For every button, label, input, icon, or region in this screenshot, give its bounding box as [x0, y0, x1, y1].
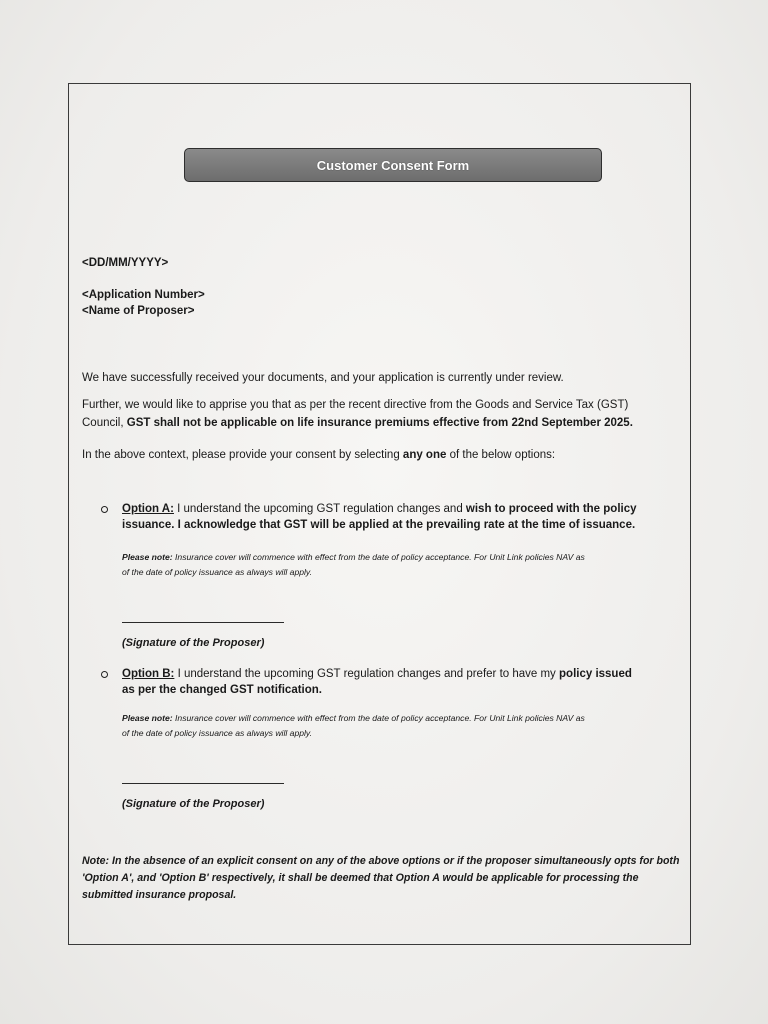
option-a-line2: issuance. I acknowledge that GST will be applied at the prevailing rate at the time of issuance. [122, 519, 636, 531]
option-b-signature-line[interactable] [122, 783, 284, 784]
option-a-line1 [122, 502, 637, 517]
gst-paragraph-line1: Further, we would like to apprise you that as per the recent directive from the Goods and Service Tax (GST) [82, 399, 629, 411]
option-a-bullet-icon [101, 506, 108, 513]
option-b-lead: I understand the upcoming GST regulation changes and prefer to have my [174, 668, 560, 680]
option-a-note-text: Insurance cover will commence with effect from the date of policy acceptance. For Unit Link policies NAV as [172, 552, 585, 562]
date-placeholder: <DD/MM/YYYY> [82, 257, 169, 269]
consent-instruction-bold: any one [402, 449, 447, 461]
option-a-note-label: Please note: [122, 552, 173, 562]
option-a-signature-caption: (Signature of the Proposer) [122, 637, 265, 649]
option-a-note-line1 [122, 549, 585, 565]
gst-paragraph-bold: GST shall not be applicable on life insurance premiums effective from 22nd September 2025. [126, 417, 633, 429]
option-b-bullet-icon [101, 671, 108, 678]
gst-paragraph-line2 [82, 416, 633, 431]
footer-note: Note: In the absence of an explicit consent on any of the above options or if the proposer simultaneously opts for both 'Option A', and 'Option B' respectively, it shall be deemed that Option A would be applicable for processing the submitted insurance proposal. [82, 855, 680, 901]
proposer-name-placeholder: <Name of Proposer> [82, 305, 195, 317]
option-a-signature-line[interactable] [122, 622, 284, 623]
option-b-note-line1 [122, 710, 585, 726]
option-b-note-text: Insurance cover will commence with effect from the date of policy acceptance. For Unit Link policies NAV as [172, 713, 585, 723]
option-b-note-line2: of the date of policy issuance as always will apply. [122, 728, 312, 738]
form-title: Customer Consent Form [316, 157, 470, 173]
consent-instruction [82, 448, 555, 463]
option-b-label: Option B: [122, 668, 175, 680]
gst-paragraph-lead: Council, [82, 417, 127, 429]
received-paragraph: We have successfully received your documents, and your application is currently under review. [82, 372, 564, 384]
option-b-note-label: Please note: [122, 713, 173, 723]
consent-instruction-tail: of the below options: [446, 449, 556, 461]
consent-instruction-lead: In the above context, please provide your consent by selecting [82, 449, 403, 461]
option-b-signature-caption: (Signature of the Proposer) [122, 798, 265, 810]
form-title-banner [184, 148, 602, 182]
option-b-line1 [122, 667, 632, 682]
option-a-label: Option A: [122, 503, 174, 515]
option-a-bold-1: wish to proceed with the policy [465, 503, 637, 515]
application-number-placeholder: <Application Number> [82, 289, 205, 301]
option-a-note-line2: of the date of policy issuance as always will apply. [122, 567, 312, 577]
option-b-line2: as per the changed GST notification. [122, 684, 322, 696]
option-a-lead: I understand the upcoming GST regulation changes and [173, 503, 466, 515]
option-b-bold-1: policy issued [559, 668, 632, 680]
